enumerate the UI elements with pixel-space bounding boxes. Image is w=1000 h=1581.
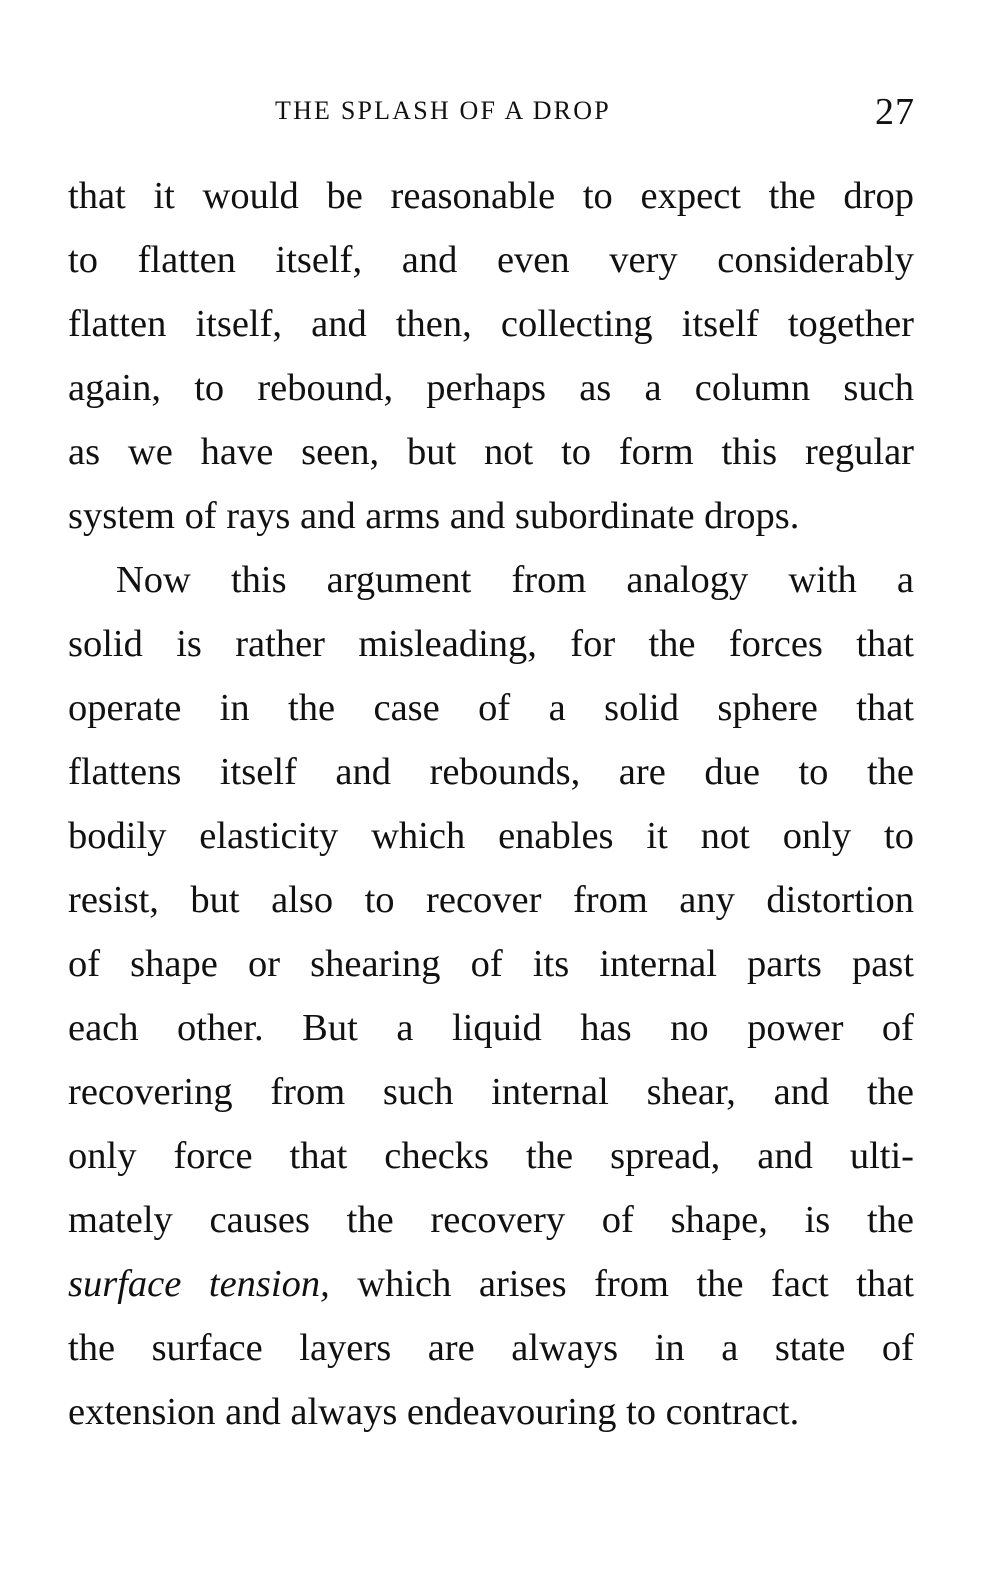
text-line: mately causes the recovery of shape, is the xyxy=(68,1199,914,1241)
italic-term: surface tension, xyxy=(68,1263,330,1305)
page-number: 27 xyxy=(875,91,915,133)
text-line: recovering from such internal shear, and the xyxy=(68,1071,914,1113)
text-line: that it would be reasonable to expect the drop xyxy=(68,175,914,217)
text-line: extension and always endeavouring to contract. xyxy=(68,1391,800,1433)
text-line: resist, but also to recover from any distortion xyxy=(68,879,914,921)
text-line: the surface layers are always in a state of xyxy=(68,1327,914,1369)
text-line: Now this argument from analogy with a xyxy=(116,559,914,601)
body-text xyxy=(68,164,914,1444)
text-line: flattens itself and rebounds, are due to the xyxy=(68,751,914,793)
text-line: again, to rebound, perhaps as a column such xyxy=(68,367,914,409)
text-line: bodily elasticity which enables it not only to xyxy=(68,815,914,857)
text-line-remainder: which arises from the fact that xyxy=(357,1263,914,1305)
running-head xyxy=(0,92,1000,136)
text-line: flatten itself, and then, collecting itself together xyxy=(68,303,914,345)
text-line-with-italic xyxy=(68,1252,914,1316)
text-line: system of rays and arms and subordinate drops. xyxy=(68,495,800,537)
text-line: only force that checks the spread, and ulti- xyxy=(68,1135,914,1177)
text-line: of shape or shearing of its internal parts past xyxy=(68,943,914,985)
text-line: operate in the case of a solid sphere that xyxy=(68,687,914,729)
text-line: solid is rather misleading, for the forces that xyxy=(68,623,914,665)
text-line: each other. But a liquid has no power of xyxy=(68,1007,914,1049)
text-line: to flatten itself, and even very considerably xyxy=(68,239,914,281)
running-title: THE SPLASH OF A DROP xyxy=(275,96,611,125)
text-line: as we have seen, but not to form this regular xyxy=(68,431,914,473)
